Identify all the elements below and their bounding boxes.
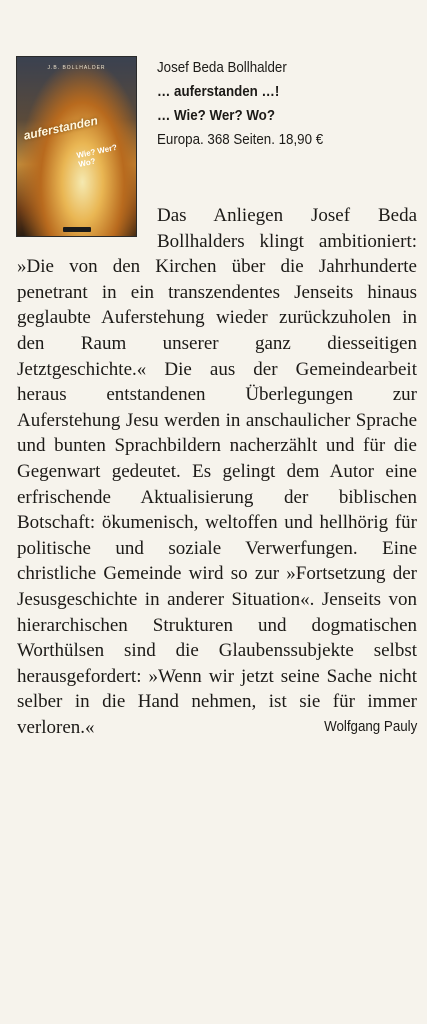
publisher-info: Europa. 368 Seiten. 18,90 € <box>157 132 324 148</box>
cover-author: J.B. BOLLHALDER <box>47 65 106 71</box>
book-title-line2: … Wie? Wer? Wo? <box>157 108 275 124</box>
book-author: Josef Beda Bollhalder <box>157 60 287 76</box>
book-info <box>157 56 396 152</box>
cover-title: auferstanden <box>22 113 99 143</box>
cover-float-space <box>17 203 157 253</box>
review-text: Das Anliegen Josef Beda Bollhalders klingt ambitioniert: »Die von den Kirchen über die Jahrhunderte penetrant in ein transzendentes Jenseits hinaus geglaubte Auferstehung wieder zurückzuholen in den Raum unserer ganz diesseitigen Jetztgeschichte.« Die aus der Gemeindearbeit heraus entstandenen Überlegungen zur Auferstehung Jesu werden in anschaulicher Sprache und bunten Sprachbildern nacherzählt und für die Gegenwart gedeutet. Es gelingt dem Autor eine erfrischende Aktualisierung der biblischen Botschaft: ökumenisch, weltoffen und hellhörig für politische und soziale Verwerfungen. Eine christliche Gemeinde wird so zur »Fortsetzung der Jesusgeschichte in anderer Situation«. Jenseits von hierarchischen Strukturen und dogmatischen Worthülsen sind die Glaubenssubjekte selbst herausgefordert: »Wenn wir jetzt seine Sache nicht selber in die Hand nehmen, ist sie für immer verloren.« <box>17 205 417 738</box>
reviewer-name: Wolfgang Pauly <box>323 718 417 735</box>
book-title-line1: … auferstanden …! <box>157 84 280 100</box>
cover-subtitle: Wie? Wer? Wo? <box>75 142 118 169</box>
review-body <box>17 203 417 740</box>
